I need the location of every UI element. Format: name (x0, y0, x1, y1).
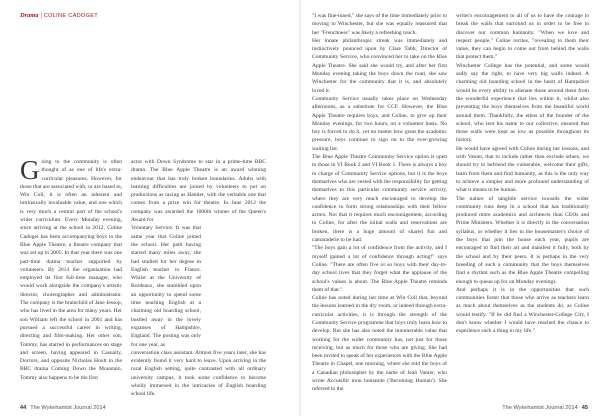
running-head (20, 12, 98, 19)
article-paragraph: Her innate philanthropic streak was immediately and instinctively pounced upon by Clare Tabb, Director of Community Service, who convinced her to take on the Blue Apple Theatre. She said she would try, and after her first Monday evening taking the boys down the road, she saw Winchester for the community that it is, and absolutely loved it. (312, 37, 447, 94)
footer-right (502, 405, 588, 411)
article-column-2-narrow: Voluntary Service. It was that same year that Coline joined the school. Her path having started many miles away, she had studied for her degree in English teacher in France. Whilst at the University of Bordeaux, she stumbled upon an opportunity to spend some time teaching English at a charming old boarding school, bustled away in the lovely expanses of Hampshire, England. The posting was only for one year, as (131, 225, 201, 348)
article-paragraph: Coline has noted during her time at Win Coll that, beyond the lessons learned in the dry room, or indeed through extra-curricular activities, it is through the strength of the Community Service programme that boys truly learn how to develop. But she has also noted the innumerable value that working for the wider community has, not just for those receiving, but as much for those who are giving. She had been invited to speak of her experiences with the Blue Apple Theatre in Chapel, one morning, where she told the boys of a Canadian philosopher by the name of Jean Vanier, who wrote Accueillir mon humanite ('Becoming Human'). She referred to the (312, 295, 447, 393)
footer-left (20, 405, 106, 411)
right-page (301, 0, 600, 416)
article-paragraph: "I was fine-tuned," she says of the time immediately prior to moving to Winchester, but she was equally reassured that her "Frenchness" was likely a refreshing touch. (312, 13, 447, 36)
article-column-1 (20, 155, 122, 382)
article-column-2-top: actor with Down Syndrome to star in a prime-time BBC drama. The Blue Apple Theatre is an award winning endeavour that has truly broken boundaries. Adults with learning difficulties are joined by volunteers to put on productions as taxing as Hamlet, with the veritable one that comes from a prize win for theatre. In June 2012 the company was awarded the 1000th winner of the Queen's Award for (131, 159, 266, 224)
photo-placeholder (204, 233, 270, 343)
article-column-1-text: oing to the community is often thought of as one of life's extra-curricular pleasures. However, for those that are associated with, or are based in, Win Coll, it is often an inherent and intrinsically invaluable value, and one which is very much a central part of the school's wider curriculum. Every Monday evening, since arriving at the school in 2012, Coline Cadoget has been accompanying boys to the Blue Apple Theatre, a theatre company that was set up in 2005. In that year there was one part-time drama teacher supported by volunteers. By 2014 the organisation had employed its first full-time manager, who would work alongside the company's artistic director, choreographer and administrator. The company is the brainchild of Jane Jessop, who has lived in the area for many years. Her son William left the school in 2001 and has pursued a successful career in writing, directing and film-making. Her other son, Tommy, has starred in performances on stage and screen, having appeared in Casualty, Doctors, and opposite Nicholas Hoult in the BBC drama Coming Down the Mountain. Tommy also happens to be the first (20, 159, 122, 381)
article-paragraph: He would have agreed with Coline during her lessons, and with Vanier, that to include rather than exclude others, we should try to befriend the vulnerable, welcome their gifts, learn from them and find humanity, as this is the only way to achieve a simpler and more profound understanding of what it means to be human. (456, 145, 589, 194)
article-column-2-bottom: conversation class assistant. Almost five years later, she has evidently found it very hard to leave. Upon arriving in the rural English setting, quite contrasted with all ordinary university campus, it took some confidence to become wholly immersed in the intricacies of English boarding school life. (131, 349, 266, 398)
section-label: Drama (20, 12, 39, 19)
article-paragraph: Winchester College has the potential, and some would sadly say the right, to have very big walls indeed. A charming old boarding school in the heart of Hampshire would be every ability to alienate those around them from the wonderful experience that lies within it, whilst also preventing the boys themselves from the beautiful world around them. Thankfully, the ethos of the founder of the school, who lent his name to our collective, ensured that those walls were kept as low as possible throughout its history. (456, 62, 589, 144)
running-head-separator: | (40, 12, 42, 19)
article-paragraph: The Blue Apple Theatre Community Service option is open to those in VI Book 2 and VI Book 1. There is always a boy in charge of Community Service options, but it is the boys themselves who are vested with the responsibility for getting themselves to this particular community service activity, where they are very much encouraged to develop the confidence to form strong relationships with their fellow actors. Not that it requires much encouragement, according to Coline, for after the initial walls and reservations are broken, there is a huge amount of shared fun and camaraderie to be had. (312, 154, 447, 244)
page-number-right: 45 (581, 405, 588, 411)
page-number-left: 44 (20, 405, 27, 411)
drop-cap: G (20, 155, 40, 185)
left-page (0, 0, 299, 416)
article-paragraph: The nature of tangible service towards the wider community runs deep in a school that has traditionally produced more academics and architects than CEOs and Prime Ministers. Whether it is directly in the conversation syllabus, or whether it lies in the housemaster's choice of the boys that join the house each year, pupils are encouraged to find their art and manifest it fully, both by the school and by their peers. It is perhaps in the very breeding of such a community that the boys themselves find a rhythm such as the Blue Apple Theatre compelling enough to queue up for on Monday evenings. (456, 195, 589, 285)
article-column-4 (456, 12, 589, 336)
article-paragraph: And perhaps it is in the opportunities that such communities foster that those who arrive as teachers learn as much about themselves as the students do, as Coline would testify. "If he did find a Winchester-College City, I don't know whether I would have reached the chance to experience such a thing in my life." (456, 286, 589, 335)
article-column-3 (312, 12, 447, 394)
author-name: COLINE CADOGET (43, 13, 98, 19)
article-paragraph: "The boys gain a lot of confidence from the activity, and I myself gained a lot of confidence through acting!" says Coline. "There are often five or so boys with their day-to-day school lives that they forget what the applause of the school's values is about. The Blue Apple Theatre reminds them of that." (312, 245, 447, 293)
publication-name-left: The Wykehamist Journal 2014 (30, 405, 106, 411)
article-paragraph: Community Service usually takes place on Wednesday afternoons, as a substitute for CCF. However, the Blue Apple Theatre requires boys, and Coline, to give up their Monday evenings, for two hours, on a volunteer basis. No boy is forced to do it, yet no matter how great the academic pressure, boys continue to sign on to the ever-growing waiting list. (312, 95, 447, 152)
article-opening-paragraph (20, 155, 122, 382)
publication-name-right: The Wykehamist Journal 2014 (502, 405, 578, 411)
article-paragraph: writer's encouragement to all of us to have the courage to break the walls that surround us in order to be free to discover our common humanity. "When we love and respect people," Coline recites, "revealing to them their value, they can begin to come out from behind the walls that protect them." (456, 13, 589, 61)
